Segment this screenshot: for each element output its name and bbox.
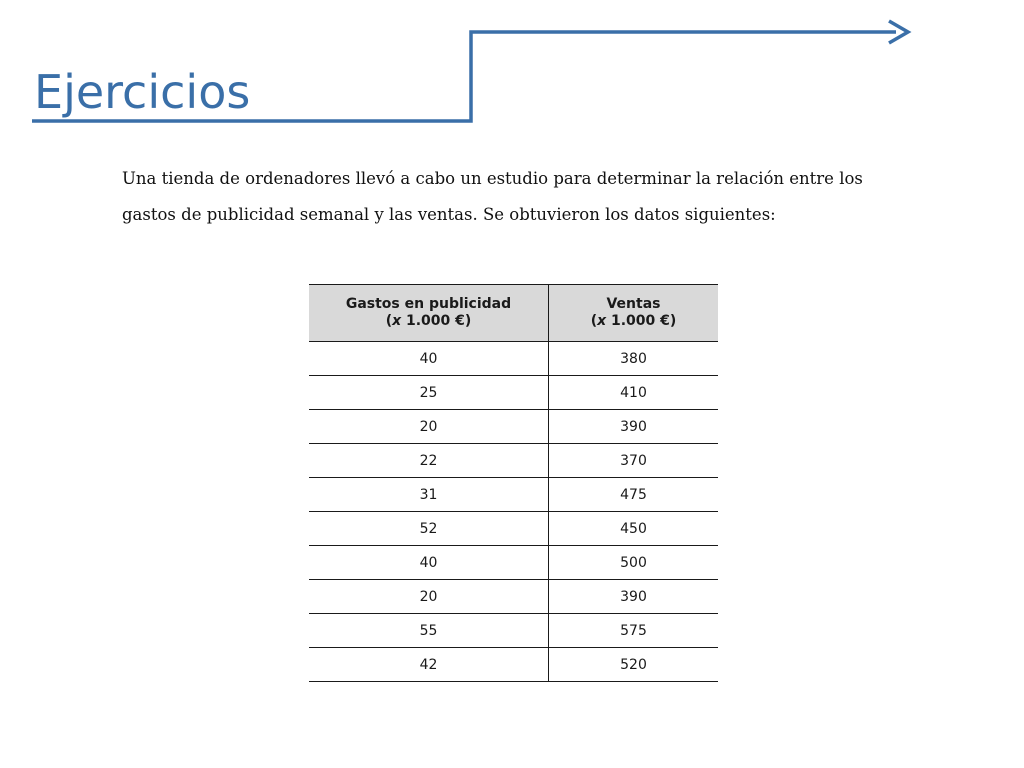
cell-ventas: 475 <box>549 478 719 512</box>
cell-gastos: 20 <box>309 580 549 614</box>
table-row <box>309 342 718 376</box>
table-row <box>309 580 718 614</box>
table-row <box>309 512 718 546</box>
column-header-gastos <box>309 285 549 342</box>
table-row <box>309 648 718 682</box>
table-row <box>309 444 718 478</box>
table-row <box>309 410 718 444</box>
table-body <box>309 342 718 682</box>
intro-paragraph: Una tienda de ordenadores llevó a cabo un estudio para determinar la relación entre los gastos de publicidad semanal y las ventas. Se obtuvieron los datos siguientes: <box>122 169 863 224</box>
cell-ventas: 575 <box>549 614 719 648</box>
cell-gastos: 40 <box>309 342 549 376</box>
cell-ventas: 450 <box>549 512 719 546</box>
table-row <box>309 614 718 648</box>
table-row <box>309 478 718 512</box>
cell-gastos: 22 <box>309 444 549 478</box>
table-header-row <box>309 285 718 342</box>
cell-gastos: 52 <box>309 512 549 546</box>
column-unit: (x 1.000 €) <box>385 313 472 329</box>
cell-gastos: 25 <box>309 376 549 410</box>
cell-ventas: 380 <box>549 342 719 376</box>
cell-ventas: 500 <box>549 546 719 580</box>
cell-gastos: 20 <box>309 410 549 444</box>
column-label: Gastos en publicidad <box>345 296 512 312</box>
cell-ventas: 390 <box>549 580 719 614</box>
cell-gastos: 55 <box>309 614 549 648</box>
cell-ventas: 520 <box>549 648 719 682</box>
cell-gastos: 42 <box>309 648 549 682</box>
column-unit: (x 1.000 €) <box>590 313 677 329</box>
column-header-ventas <box>549 285 719 342</box>
table-row <box>309 376 718 410</box>
data-table <box>309 284 718 682</box>
table-row <box>309 546 718 580</box>
cell-ventas: 410 <box>549 376 719 410</box>
cell-gastos: 31 <box>309 478 549 512</box>
slide-title: Ejercicios <box>34 65 251 119</box>
column-label: Ventas <box>606 296 661 312</box>
cell-ventas: 370 <box>549 444 719 478</box>
cell-gastos: 40 <box>309 546 549 580</box>
cell-ventas: 390 <box>549 410 719 444</box>
